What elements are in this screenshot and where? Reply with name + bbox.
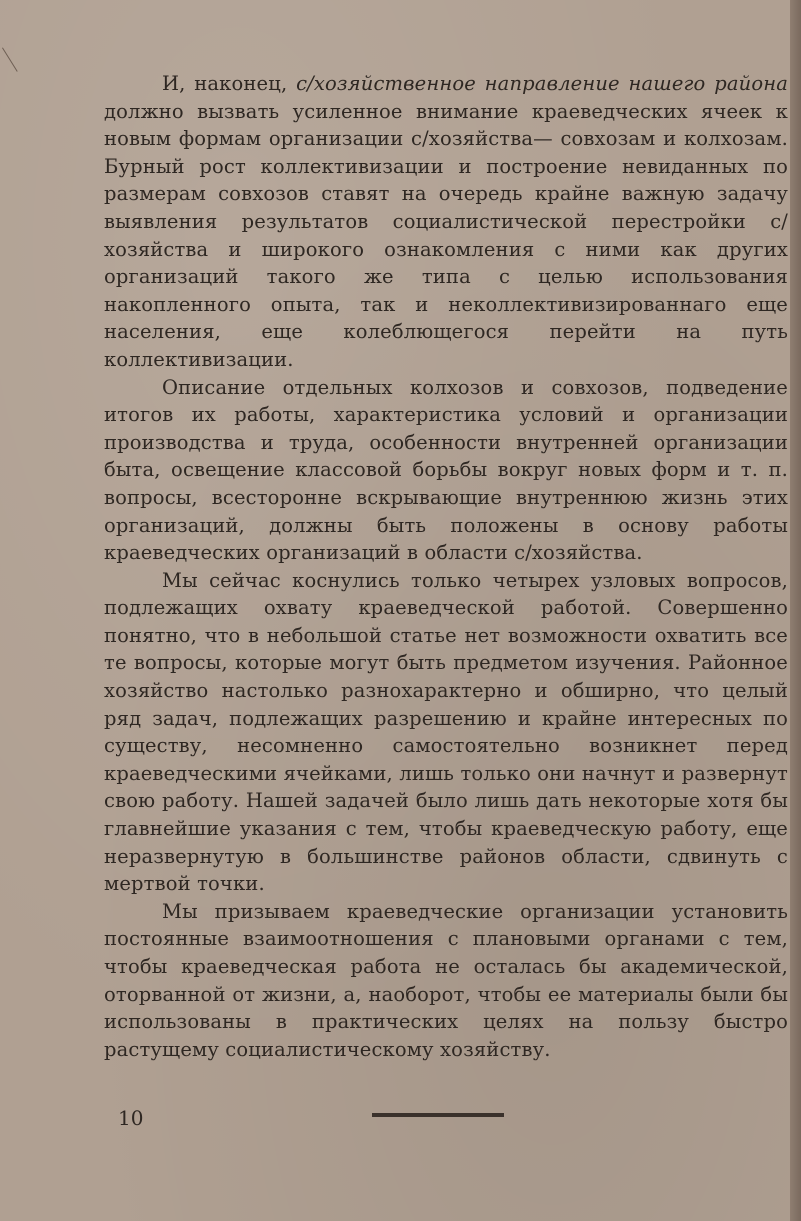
paragraph-1-lead: И, наконец, <box>162 72 297 95</box>
text-body <box>104 70 788 1063</box>
paragraph-1-rest: должно вызвать усиленное внимание краеведческих ячеек к новым формам организации с/хозяйства— совхозам и колхозам. Бурный рост коллективизации и построение невиданных по размерам совхозов ставят на очередь крайне важную задачу выявления результатов социалистической перестройки с/хозяйства и широкого ознакомления с ними как других организаций такого же типа с целью использования накопленного опыта, так и неколлективизированнаго еще населения, еще колеблющегося перейти на путь коллективизации. <box>104 99 788 371</box>
paragraph-3: Мы сейчас коснулись только четырех узловых вопросов, подлежащих охвату краеведческой работой. Совершенно понятно, что в небольшой статье нет возможности охватить все те вопросы, которые могут быть предметом изучения. Районное хозяйство настолько разнохарактерно и обширно, что целый ряд задач, подлежащих разрешению и крайне интересных по существу, несомненно самостоятельно возникнет перед краеведческими ячейками, лишь только они начнут и развернут свою работу. Нашей задачей было лишь дать некоторые хотя бы главнейшие указания с тем, чтобы краеведческую работу, еще неразвернутую в большинстве районов области, сдвинуть с мертвой точки. <box>104 568 788 896</box>
page-edge-shadow <box>790 0 801 1221</box>
paragraph-4: Мы призываем краеведческие организации установить постоянные взаимоотношения с плановыми органами с тем, чтобы краеведческая работа не осталась бы академической, оторванной от жизни, а, наоборот, чтобы ее материалы были бы использованы в практических целях на пользу быстро растущему социалистическому хозяйству. <box>104 899 788 1061</box>
page-number: 10 <box>118 1106 144 1130</box>
paragraph-2: Описание отдельных колхозов и совхозов, подведение итогов их работы, характеристика условий и организации производства и труда, особенности внутренней организации быта, освещение классовой борьбы вокруг новых форм и т. п. вопросы, всесторонне вскрывающие внутреннюю жизнь этих организаций, должны быть положены в основу работы краеведческих организаций в области с/хозяйства. <box>104 375 788 565</box>
corner-scratch-mark <box>2 40 30 72</box>
paragraph-1 <box>104 70 788 374</box>
footer-rule <box>372 1113 504 1117</box>
paragraph-1-emphasis: с/хозяйственное направление нашего района <box>296 72 788 95</box>
